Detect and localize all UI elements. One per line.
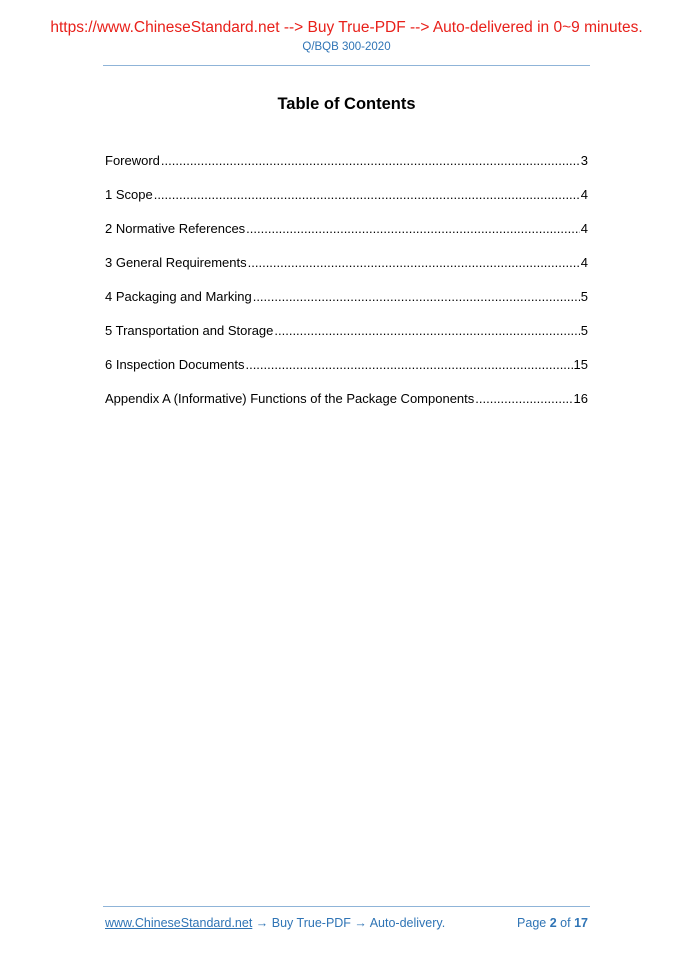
- footer-promo: [105, 916, 445, 930]
- toc-leader-dots: [245, 357, 572, 372]
- toc-leader-dots: [161, 153, 580, 168]
- page-current: 2: [549, 916, 557, 930]
- toc-entry[interactable]: [105, 391, 588, 425]
- toc-entry-page: 5: [580, 289, 588, 304]
- footer-rule: [103, 906, 590, 907]
- toc-entry[interactable]: [105, 187, 588, 221]
- toc-leader-dots: [253, 289, 580, 304]
- toc-entry[interactable]: [105, 221, 588, 255]
- promo-banner[interactable]: https://www.ChineseStandard.net --> Buy True-PDF --> Auto-delivered in 0~9 minutes.: [50, 19, 643, 36]
- toc-entry-page: 15: [573, 357, 588, 372]
- toc-entry[interactable]: [105, 323, 588, 357]
- toc-entry[interactable]: [105, 255, 588, 289]
- toc-entry-page: 3: [580, 153, 588, 168]
- toc-entry-label: Appendix A (Informative) Functions of the Package Components: [105, 391, 475, 406]
- toc-entry-label: Foreword: [105, 153, 160, 168]
- toc-leader-dots: [248, 255, 580, 270]
- footer-tagline: → Buy True-PDF → Auto-delivery.: [252, 916, 446, 930]
- toc-entry-label: 4 Packaging and Marking: [105, 289, 252, 304]
- toc-entry-label: 3 General Requirements: [105, 255, 247, 270]
- toc-entry-label: 2 Normative References: [105, 221, 246, 236]
- toc-leader-dots: [475, 391, 572, 406]
- page-indicator: [517, 916, 588, 930]
- toc-entry[interactable]: [105, 289, 588, 323]
- toc-leader-dots: [246, 221, 580, 236]
- toc-entry-page: 5: [580, 323, 588, 338]
- toc-title: Table of Contents: [277, 95, 416, 113]
- page-footer: [105, 916, 588, 934]
- page-of: of: [560, 916, 571, 930]
- page-word: Page: [517, 916, 547, 930]
- toc-entry-page: 4: [580, 221, 588, 236]
- toc-entry-page: 16: [573, 391, 588, 406]
- toc-entry-label: 5 Transportation and Storage: [105, 323, 274, 338]
- toc-entry-page: 4: [580, 187, 588, 202]
- document-id: Q/BQB 300-2020: [302, 41, 391, 53]
- toc-list: [105, 153, 588, 425]
- toc-entry-page: 4: [580, 255, 588, 270]
- header-rule: [103, 65, 590, 66]
- toc-entry[interactable]: [105, 153, 588, 187]
- page-total: 17: [574, 916, 588, 930]
- footer-site-link[interactable]: www.ChineseStandard.net: [105, 916, 253, 930]
- toc-leader-dots: [154, 187, 580, 202]
- toc-leader-dots: [274, 323, 579, 338]
- toc-entry-label: 1 Scope: [105, 187, 153, 202]
- toc-entry[interactable]: [105, 357, 588, 391]
- toc-entry-label: 6 Inspection Documents: [105, 357, 245, 372]
